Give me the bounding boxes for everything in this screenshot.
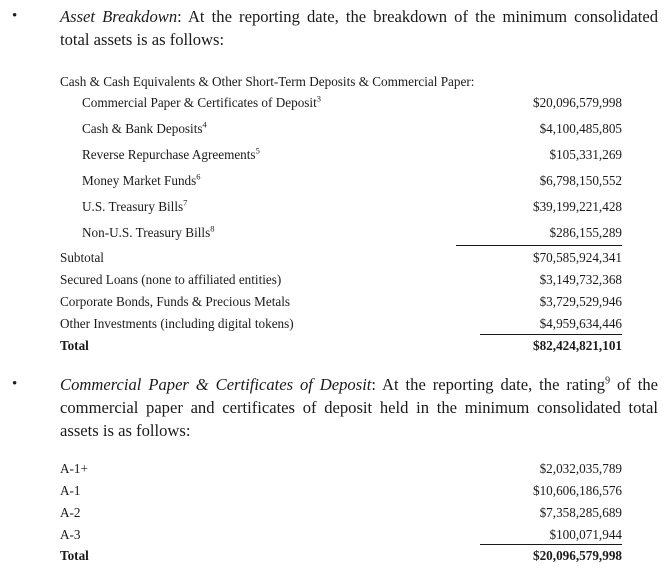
rating-value: $10,606,186,576 (532, 483, 622, 498)
rating-label: A-3 (60, 527, 81, 542)
footnote-ref: 8 (210, 223, 215, 234)
rating-label: A-1 (60, 483, 81, 498)
bullet-marker: • (12, 8, 18, 24)
group-header-row (0, 71, 668, 93)
table-row (0, 222, 668, 244)
asset-breakdown-heading: Asset Breakdown (60, 7, 178, 26)
row-label: Cash & Bank Deposits$^4$ (82, 119, 207, 136)
asset-breakdown-paragraph (60, 5, 658, 51)
subtotal-row (0, 247, 668, 269)
footnote-ref: 5 (255, 145, 260, 156)
row-label: Reverse Repurchase Agreements$^5$ (82, 145, 260, 162)
row-label: Corporate Bonds, Funds & Precious Metals (60, 294, 291, 309)
total-row (0, 335, 668, 357)
group-header: Cash & Cash Equivalents & Other Short-Term Deposits & Commercial Paper: (60, 74, 475, 89)
table-row (0, 118, 668, 140)
subtotal-rule (456, 245, 622, 246)
commercial-paper-heading: Commercial Paper & Certificates of Deposit (60, 375, 372, 394)
row-value: $3,729,529,946 (539, 294, 622, 309)
row-label: Non-U.S. Treasury Bills$^8$ (82, 223, 215, 240)
footnote-ref: 3 (316, 93, 321, 104)
table-row (0, 480, 668, 502)
rating-value: $2,032,035,789 (539, 461, 622, 476)
row-label: Secured Loans (none to affiliated entities) (60, 272, 282, 287)
table-row (0, 458, 668, 480)
rating-label: A-1+ (60, 461, 88, 476)
row-value: $286,155,289 (549, 225, 622, 240)
table-row (0, 92, 668, 114)
row-value: $39,199,221,428 (532, 199, 622, 214)
total-label: Total (60, 548, 89, 563)
table-row (0, 196, 668, 218)
row-value: $20,096,579,998 (532, 95, 622, 110)
asset-breakdown-text: : At the reporting date, the breakdown of the minimum consolidated total assets is as follows: (60, 7, 659, 49)
footnote-ref: 6 (196, 171, 201, 182)
commercial-paper-text-cont: of the commercial paper and certificates of deposit held in the minimum consolidated total assets is as follows: (60, 375, 658, 440)
row-label: Commercial Paper & Certificates of Deposit$^3$ (82, 93, 321, 110)
table-row (0, 502, 668, 524)
table-row (0, 269, 668, 291)
subtotal-value: $70,585,924,341 (532, 250, 622, 265)
row-value: $4,100,485,805 (539, 121, 622, 136)
subtotal-label: Subtotal (60, 250, 104, 265)
rating-label: A-2 (60, 505, 81, 520)
footnote-ref: 7 (183, 197, 188, 208)
table-row (0, 170, 668, 192)
commercial-paper-text: : At the reporting date, the rating (371, 375, 606, 394)
bullet-marker: • (12, 376, 18, 392)
table-row (0, 144, 668, 166)
table-row (0, 524, 668, 546)
row-value: $6,798,150,552 (539, 173, 622, 188)
rating-value: $100,071,944 (549, 527, 622, 542)
total-label: Total (60, 338, 89, 353)
row-label: U.S. Treasury Bills$^7$ (82, 197, 188, 214)
total-row (0, 545, 668, 567)
commercial-paper-paragraph (60, 373, 658, 442)
row-value: $4,959,634,446 (539, 316, 622, 331)
table-row (0, 291, 668, 313)
row-label: Money Market Funds$^6$ (82, 171, 201, 188)
footnote-ref: 4 (202, 119, 207, 130)
table-row (0, 313, 668, 335)
total-value: $20,096,579,998 (532, 548, 622, 563)
row-value: $105,331,269 (549, 147, 622, 162)
row-value: $3,149,732,368 (539, 272, 622, 287)
row-label: Other Investments (including digital tokens) (60, 316, 294, 331)
footnote-ref: 9 (605, 375, 611, 387)
total-value: $82,424,821,101 (532, 338, 622, 353)
rating-value: $7,358,285,689 (539, 505, 622, 520)
